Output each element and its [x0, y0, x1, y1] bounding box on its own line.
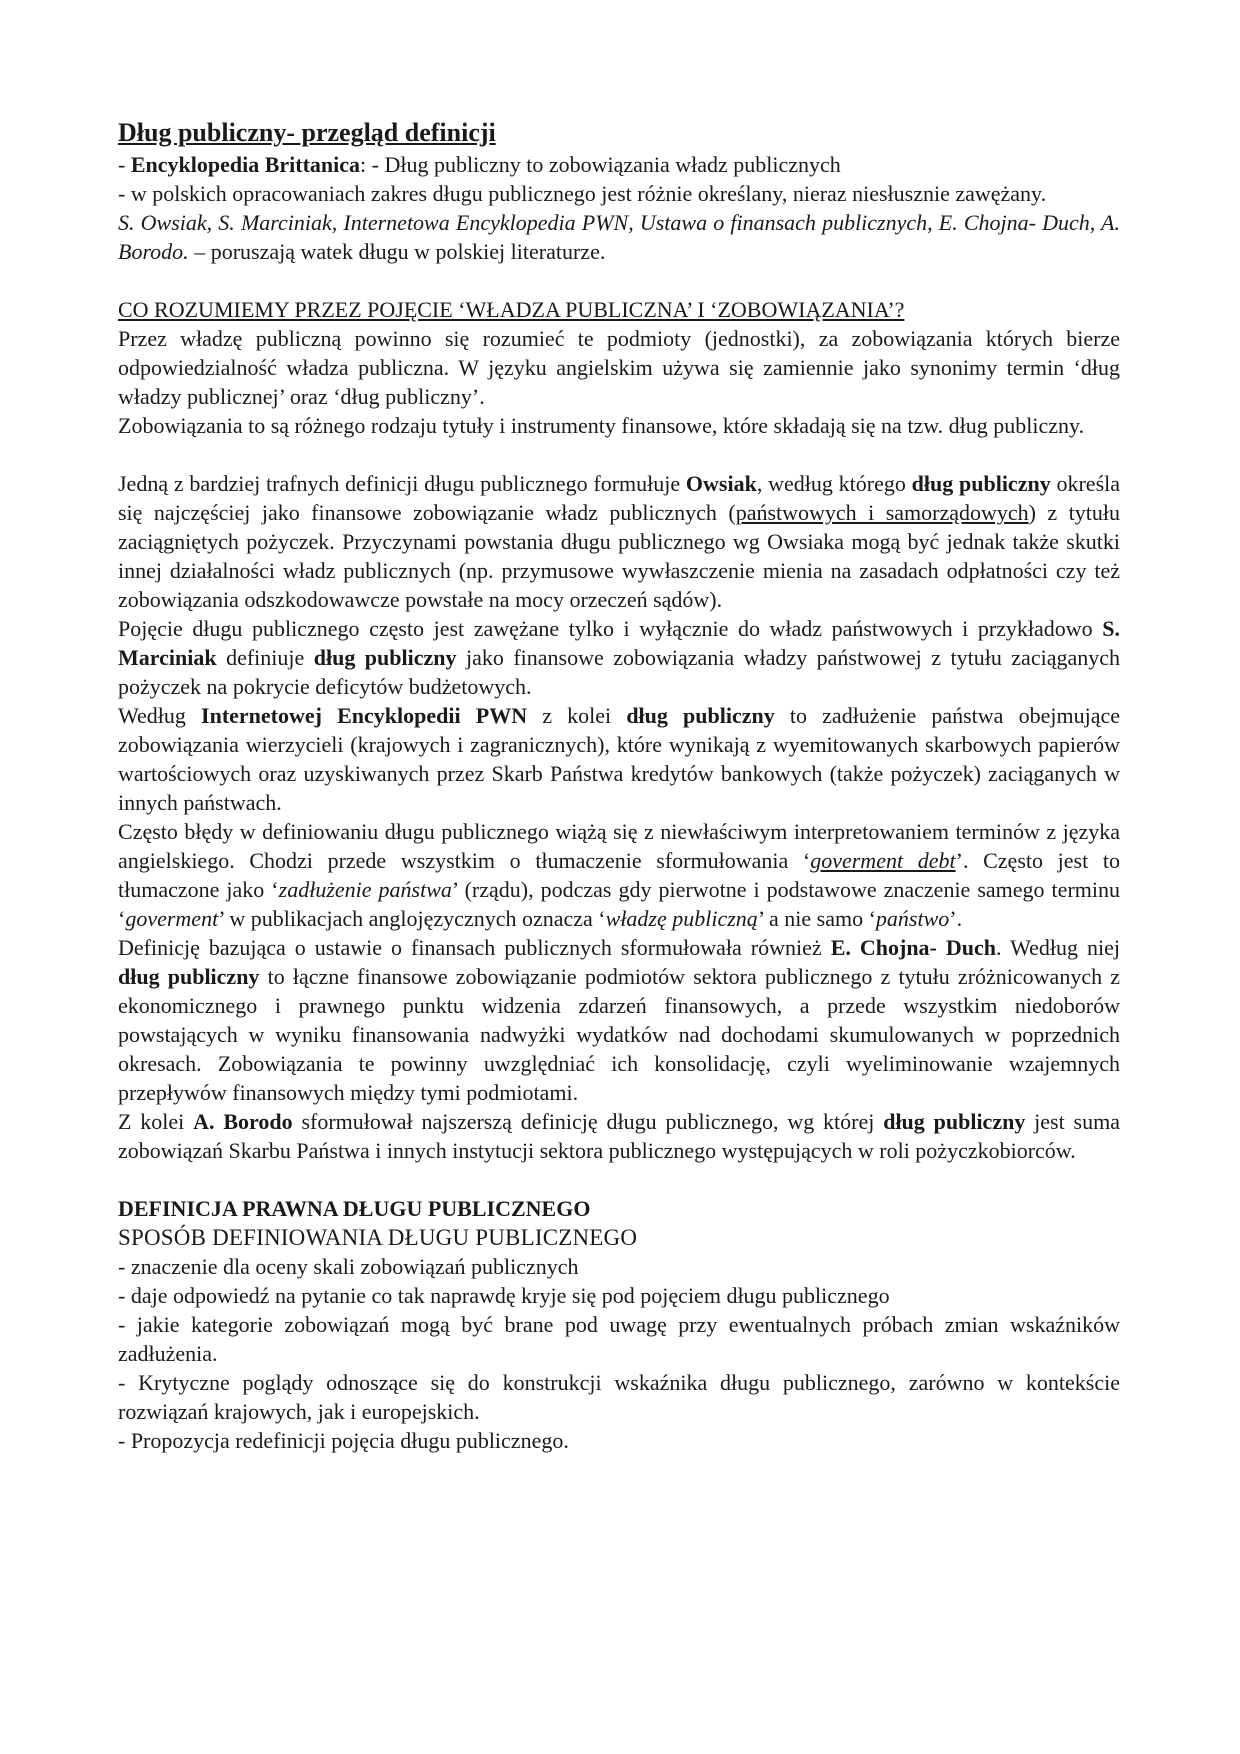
list-item: - Propozycja redefinicji pojęcia długu publicznego.: [118, 1428, 569, 1453]
paragraph-chojna-duch: [118, 933, 1120, 1107]
text-run: Pojęcie długu publicznego często jest zawężane tylko i wyłącznie do władz państwowych i przykładowo: [118, 616, 1103, 641]
text-run: Z kolei: [118, 1109, 194, 1134]
text-run: definiuje: [216, 645, 314, 670]
text-run: jest suma zobowiązań Skarbu Państwa i innych instytucji sektora publicznego występujących w roli pożyczkobiorców.: [118, 1109, 1120, 1163]
author-borodo: A. Borodo: [193, 1109, 293, 1134]
text-run: ’. Często jest to tłumaczone jako ‘: [118, 848, 1120, 902]
intro-source-bold: Encyklopedia Brittanica: [130, 152, 361, 177]
paragraph-pwn: [118, 701, 1120, 817]
text-run: ) z tytułu zaciągniętych pożyczek. Przyczynami powstania długu publicznego wg Owsiaka mogą być jednak także skutki innej działalności władz publicznych (np. przymusowe wywłaszczenie mienia na zasadach odpłatności czy też zobowiązania odszkodowawcze powstałe na mocy orzeczeń sądów).: [118, 500, 1120, 612]
list-item: - Krytyczne poglądy odnoszące się do konstrukcji wskaźnika długu publicznego, zarówno w kontekście rozwiązań krajowych, jak i europejskich.: [118, 1370, 1120, 1424]
text-run: to łączne finansowe zobowiązanie podmiotów sektora publicznego z tytułu zróżnicowanych z ekonomicznego i prawnego punktu widzenia zdarzeń finansowych, a przede wszystkim niedoborów powstających w wyniku finansowania nadwyżki wydatków nad dochodami skumulowanych w poprzednich okresach. Zobowiązania te powinny uwzględniać ich konsolidację, czyli wyeliminowanie wzajemnych przepływów finansowych między tymi podmiotami.: [118, 964, 1120, 1105]
source-pwn: Internetowej Encyklopedii PWN: [201, 703, 528, 728]
authors-note: – poruszają watek długu w polskiej literaturze.: [188, 239, 606, 264]
text-run: ’ a nie samo ‘: [757, 906, 876, 931]
text-run: sformułował najszerszą definicję długu publicznego, wg której: [292, 1109, 884, 1134]
intro-definition: : - Dług publiczny to zobowiązania władz publicznych: [360, 152, 841, 177]
text-run: . Według niej: [996, 935, 1120, 960]
text-run: Często błędy w definiowaniu długu publicznego wiążą się z niewłaściwym interpretowaniem terminów z języka angielskiego. Chodzi przede wszystkim o tłumaczenie sformułowania ‘: [118, 819, 1120, 873]
spacer: [118, 1165, 1120, 1194]
term-zadluzenie: zadłużenie państwa: [278, 877, 452, 902]
list-item: - daje odpowiedź na pytanie co tak naprawdę kryje się pod pojęciem długu publicznego: [118, 1283, 890, 1308]
term-goverment: goverment: [125, 906, 219, 931]
text-run: z kolei: [527, 703, 627, 728]
intro-dash: -: [118, 152, 131, 177]
text-run: ’.: [949, 906, 963, 931]
paragraph-borodo: [118, 1107, 1120, 1165]
text-run: ’ (rządu), podczas gdy pierwotne i podstawowe znaczenie samego terminu ‘: [118, 877, 1120, 931]
paragraph-translation-errors: [118, 817, 1120, 933]
paragraph-obligations: Zobowiązania to są różnego rodzaju tytuły i instrumenty finansowe, które składają się na tzw. dług publiczny.: [118, 413, 1085, 438]
term-public-debt: dług publiczny: [911, 471, 1051, 496]
spacer: [118, 440, 1120, 469]
page-title: Dług publiczny- przegląd definicji: [118, 118, 496, 147]
intro-line-encyclopedia: [118, 150, 1120, 179]
authors-list: S. Owsiak, S. Marciniak, Internetowa Encyklopedia PWN, Ustawa o finansach publicznych, E. Chojna- Duch, A. Borodo.: [118, 210, 1120, 264]
term-public-debt: dług publiczny: [883, 1109, 1026, 1134]
text-run: ’ w publikacjach anglojęzycznych oznacza ‘: [218, 906, 606, 931]
author-chojna-duch: E. Chojna- Duch: [830, 935, 997, 960]
text-run: Definicję bazująca o ustawie o finansach publicznych sformułowała również: [118, 935, 831, 960]
paragraph-authority: Przez władzę publiczną powinno się rozumieć te podmioty (jednostki), za zobowiązania których bierze odpowiedzialność władza publiczna. W języku angielskim używa się zamiennie jako synonimy termin ‘dług władzy publicznej’ oraz ‘dług publiczny’.: [118, 326, 1120, 409]
term-wladze: władzę publiczną: [605, 906, 758, 931]
paragraph-owsiak: [118, 469, 1120, 614]
section-heading-authority: CO ROZUMIEMY PRZEZ POJĘCIE ‘WŁADZA PUBLICZNA’ I ‘ZOBOWIĄZANIA’?: [118, 297, 905, 322]
term-public-debt: dług publiczny: [118, 964, 260, 989]
text-run: Jedną z bardziej trafnych definicji długu publicznego formułuje: [118, 471, 686, 496]
term-panstwo: państwo: [875, 906, 950, 931]
paragraph-marciniak: [118, 614, 1120, 701]
term-public-debt: dług publiczny: [626, 703, 775, 728]
list-item: - znaczenie dla oceny skali zobowiązań publicznych: [118, 1254, 579, 1279]
intro-line-polish: - w polskich opracowaniach zakres długu publicznego jest różnie określany, nieraz niesłusznie zawężany.: [118, 181, 1047, 206]
term-public-debt: dług publiczny: [313, 645, 457, 670]
spacer: [118, 266, 1120, 295]
underlined-phrase: państwowych i samorządowych: [735, 500, 1029, 525]
term-goverment-debt: goverment debt: [810, 848, 956, 873]
text-run: określa się najczęściej jako finansowe zobowiązanie władz publicznych (: [118, 471, 1121, 525]
list-item: - jakie kategorie zobowiązań mogą być brane pod uwagę przy ewentualnych próbach zmian wskaźników zadłużenia.: [118, 1312, 1120, 1366]
intro-line-authors: [118, 208, 1120, 266]
section-heading-legal-definition: DEFINICJA PRAWNA DŁUGU PUBLICZNEGO: [118, 1196, 591, 1221]
section-subheading-method: SPOSÓB DEFINIOWANIA DŁUGU PUBLICZNEGO: [118, 1225, 638, 1250]
author-owsiak: Owsiak: [685, 471, 757, 496]
text-run: Według: [118, 703, 202, 728]
text-run: to zadłużenie państwa obejmujące zobowiązania wierzycieli (krajowych i zagranicznych), które wynikają z wyemitowanych skarbowych papierów wartościowych oraz uzyskiwanych przez Skarb Państwa kredytów bankowych (także pożyczek) zaciąganych w innych państwach.: [118, 703, 1120, 815]
author-marciniak: S. Marciniak: [118, 616, 1120, 670]
text-run: jako finansowe zobowiązania władzy państwowej z tytułu zaciąganych pożyczek na pokrycie deficytów budżetowych.: [118, 645, 1120, 699]
text-run: , według którego: [756, 471, 912, 496]
